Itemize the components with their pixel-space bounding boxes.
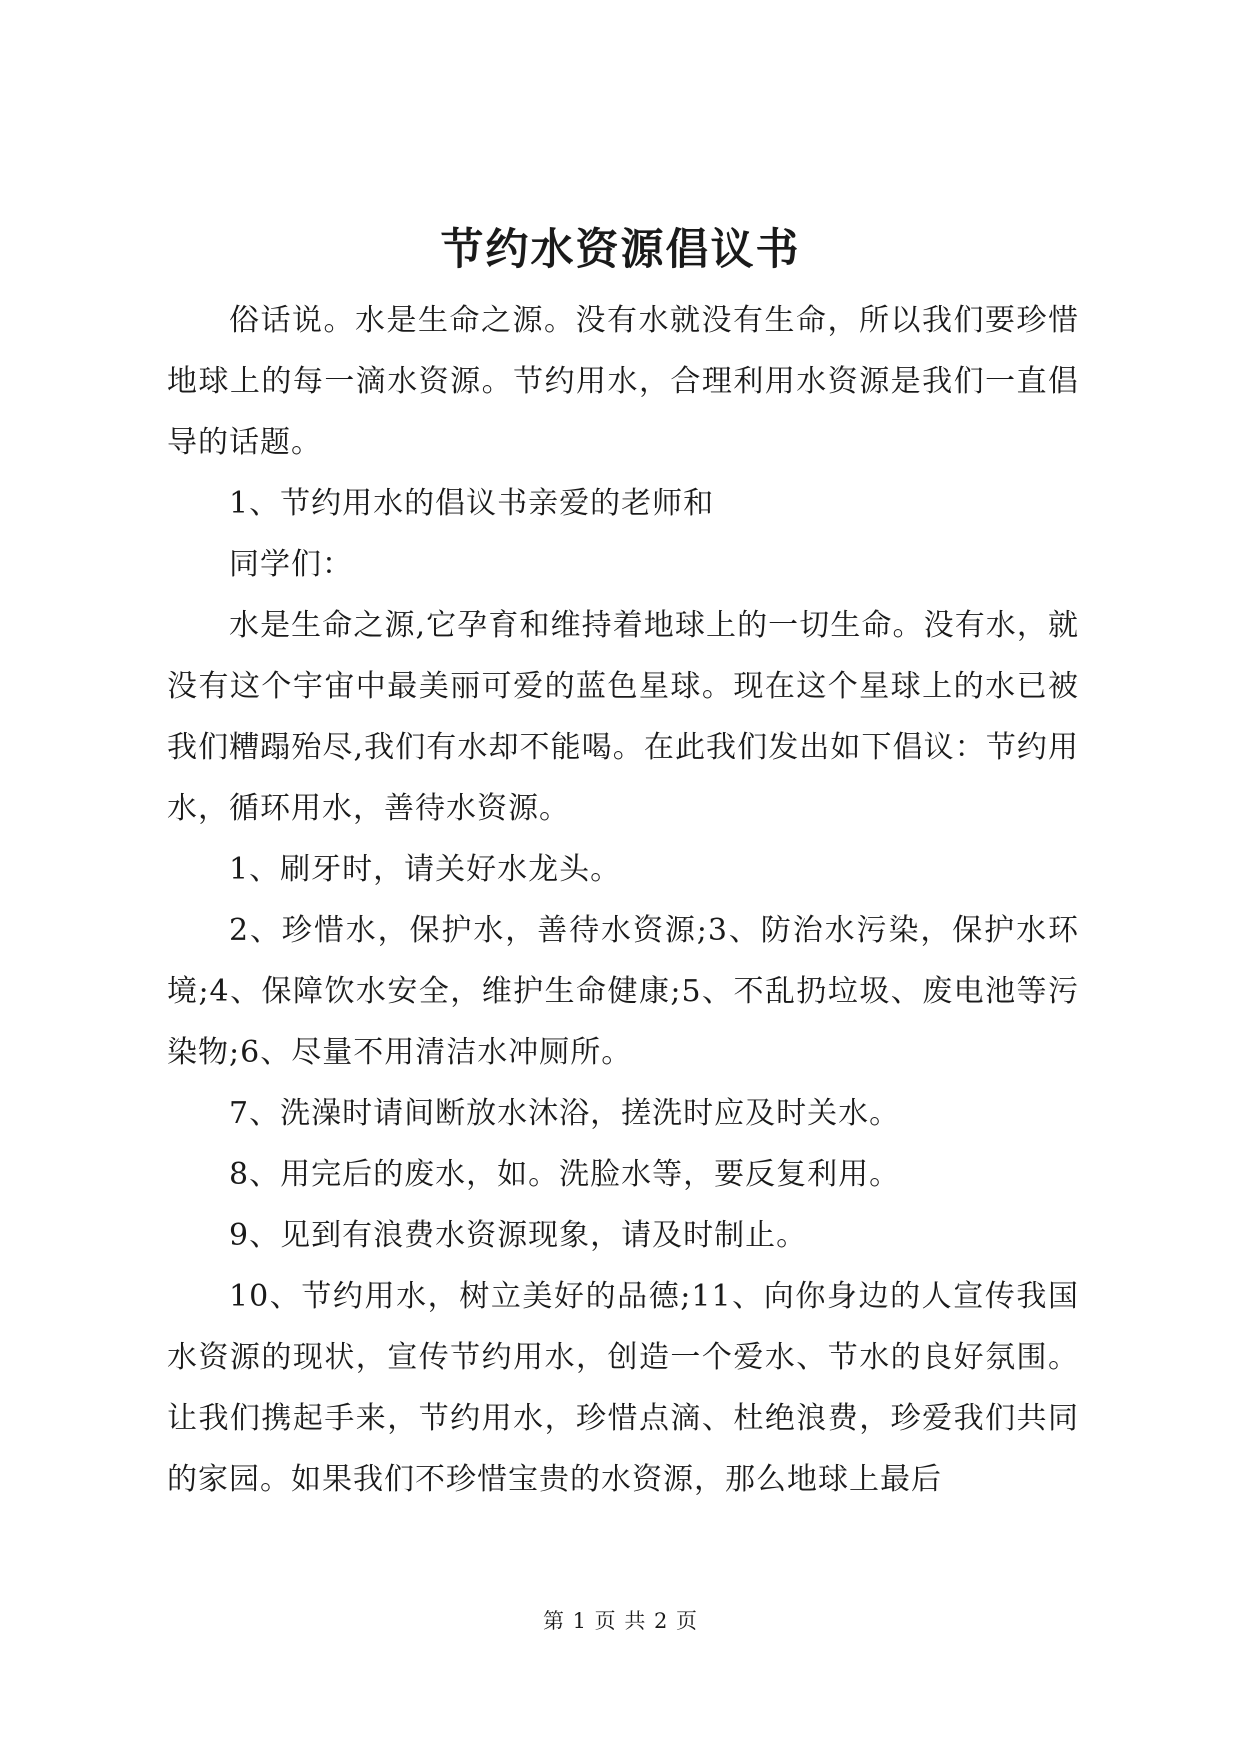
page-footer: 第 1 页 共 2 页 [542, 1609, 699, 1633]
paragraph: 同学们： [229, 547, 353, 582]
paragraph: 2、珍惜水，保护水，善待水资源;3、防治水污染，保护水环境;4、保障饮水安全，维护生命健康;5、不乱扔垃圾、废电池等污染物;6、尽量不用清洁水冲厕所。 [167, 913, 1079, 1070]
document-body [167, 290, 1079, 1510]
paragraph: 俗话说。水是生命之源。没有水就没有生命，所以我们要珍惜地球上的每一滴水资源。节约用水，合理利用水资源是我们一直倡导的话题。 [167, 303, 1079, 460]
paragraph: 1、节约用水的倡议书亲爱的老师和 [229, 486, 715, 521]
document-title: 节约水资源倡议书 [440, 225, 801, 275]
paragraph: 1、刷牙时，请关好水龙头。 [229, 852, 622, 887]
paragraph: 10、节约用水，树立美好的品德;11、向你身边的人宣传我国水资源的现状，宣传节约用水，创造一个爱水、节水的良好氛围。让我们携起手来，节约用水，珍惜点滴、杜绝浪费，珍爱我们共同的家园。如果我们不珍惜宝贵的水资源，那么地球上最后 [167, 1279, 1079, 1497]
paragraph: 9、见到有浪费水资源现象，请及时制止。 [229, 1218, 808, 1253]
paragraph: 水是生命之源,它孕育和维持着地球上的一切生命。没有水，就没有这个宇宙中最美丽可爱的蓝色星球。现在这个星球上的水已被我们糟蹋殆尽,我们有水却不能喝。在此我们发出如下倡议：节约用水，循环用水，善待水资源。 [167, 608, 1079, 826]
paragraph: 8、用完后的废水，如。洗脸水等，要反复利用。 [229, 1157, 901, 1192]
paragraph: 7、洗澡时请间断放水沐浴，搓洗时应及时关水。 [229, 1096, 901, 1131]
